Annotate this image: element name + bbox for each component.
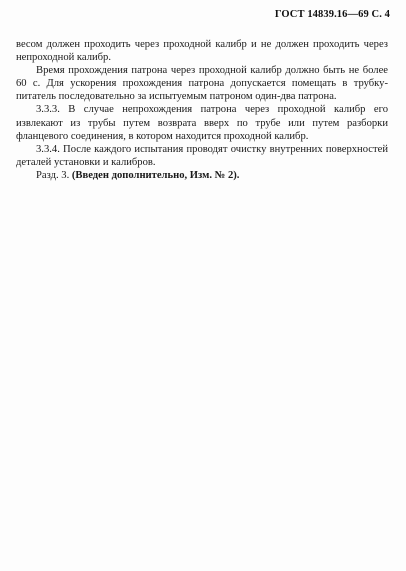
- amendment-note: [16, 169, 388, 182]
- paragraph-passage-time: Время прохождения патрона через проходной калибр должно быть не более 60 с. Для ускорения прохождения патрона допускается помещать в трубку-питатель последовательно за испытуемым патроном один-два патрона.: [16, 65, 388, 103]
- paragraph-3-3-3: 3.3.3. В случае непрохождения патрона через проходной калибр его извлекают из трубы путем возврата вверх по трубе или путем разборки фланцевого соединения, в котором находится проходной калибр.: [16, 104, 388, 142]
- paragraph-3-3-4: 3.3.4. После каждого испытания проводят очистку внутренних поверхностей деталей установки и калибров.: [16, 143, 388, 168]
- document-body: [16, 38, 388, 182]
- amendment-text: (Введен дополнительно, Изм. № 2).: [71, 169, 240, 181]
- paragraph-continuation: весом должен проходить через проходной калибр и не должен проходить через непроходной калибр.: [16, 39, 388, 64]
- amendment-prefix: Разд. 3.: [36, 169, 70, 181]
- page-header: ГОСТ 14839.16—69 С. 4: [274, 9, 390, 20]
